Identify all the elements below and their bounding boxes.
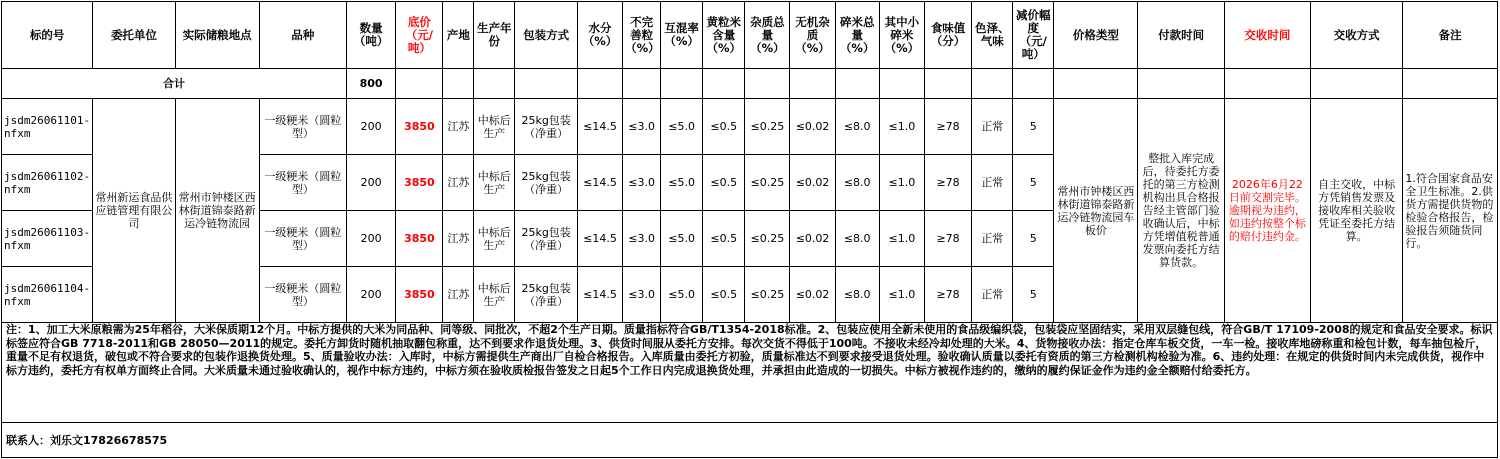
reduction-cell: 5 — [1013, 155, 1054, 211]
price-cell: 3850 — [396, 155, 443, 211]
variety-cell: 一级粳米（圆粒型） — [259, 155, 346, 211]
header-row — [2, 2, 1498, 69]
table-row — [2, 99, 1498, 155]
header-price-type: 价格类型 — [1054, 2, 1138, 69]
header-moisture: 水分（%） — [577, 2, 622, 69]
packaging-cell: 25kg包装（净重） — [515, 155, 578, 211]
price-cell: 3850 — [396, 267, 443, 323]
header-small-broken: 其中小碎米（%） — [879, 2, 924, 69]
header-delivery-method: 交收方式 — [1310, 2, 1402, 69]
mixing-cell: ≤5.0 — [661, 99, 703, 155]
broken-cell: ≤8.0 — [835, 99, 879, 155]
lot-code: jsdm26061102-nfxm — [2, 155, 93, 211]
header-origin: 产地 — [443, 2, 474, 69]
taste-cell: ≥78 — [924, 211, 971, 267]
imperfect-cell: ≤3.0 — [623, 267, 661, 323]
quantity-cell: 200 — [346, 267, 395, 323]
moisture-cell: ≤14.5 — [577, 99, 622, 155]
quantity-cell: 200 — [346, 99, 395, 155]
header-yellow: 黄粒米含量（%） — [703, 2, 745, 69]
delivery-method-cell: 自主交收，中标方凭销售发票及接收库相关验收凭证至委托方结算。 — [1310, 99, 1402, 323]
imperfect-cell: ≤3.0 — [623, 155, 661, 211]
header-quantity: 数量（吨） — [346, 2, 395, 69]
header-taste: 食味值（分） — [924, 2, 971, 69]
lot-code: jsdm26061103-nfxm — [2, 211, 93, 267]
location-cell: 常州市钟楼区西林街道锦泰路新运冷链物流园 — [175, 99, 259, 323]
reduction-cell: 5 — [1013, 99, 1054, 155]
yellow-cell: ≤0.5 — [703, 211, 745, 267]
year-cell: 中标后生产 — [474, 99, 515, 155]
moisture-cell: ≤14.5 — [577, 155, 622, 211]
origin-cell: 江苏 — [443, 155, 474, 211]
origin-cell: 江苏 — [443, 267, 474, 323]
imperfect-cell: ≤3.0 — [623, 99, 661, 155]
header-remarks: 备注 — [1403, 2, 1498, 69]
variety-cell: 一级粳米（圆粒型） — [259, 211, 346, 267]
year-cell: 中标后生产 — [474, 211, 515, 267]
header-imperfect: 不完善粒（%） — [623, 2, 661, 69]
total-row — [2, 69, 1498, 99]
impurity-cell: ≤0.25 — [745, 267, 790, 323]
impurity-cell: ≤0.25 — [745, 211, 790, 267]
header-year: 生产年份 — [474, 2, 515, 69]
price-cell: 3850 — [396, 211, 443, 267]
packaging-cell: 25kg包装（净重） — [515, 99, 578, 155]
color-cell: 正常 — [972, 211, 1013, 267]
broken-cell: ≤8.0 — [835, 211, 879, 267]
taste-cell: ≥78 — [924, 99, 971, 155]
small-broken-cell: ≤1.0 — [879, 99, 924, 155]
mixing-cell: ≤5.0 — [661, 267, 703, 323]
color-cell: 正常 — [972, 267, 1013, 323]
packaging-cell: 25kg包装（净重） — [515, 211, 578, 267]
total-quantity: 800 — [346, 69, 395, 99]
price-cell: 3850 — [396, 99, 443, 155]
lot-code: jsdm26061104-nfxm — [2, 267, 93, 323]
header-broken: 碎米总量（%） — [835, 2, 879, 69]
header-mixing: 互混率（%） — [661, 2, 703, 69]
mixing-cell: ≤5.0 — [661, 211, 703, 267]
taste-cell: ≥78 — [924, 155, 971, 211]
remarks-cell: 1.符合国家食品安全卫生标准。2.供货方需提供货物的检验合格报告，检验报告须随货同行。 — [1403, 99, 1498, 323]
header-variety: 品种 — [259, 2, 346, 69]
header-consignor: 委托单位 — [93, 2, 175, 69]
reduction-cell: 5 — [1013, 267, 1054, 323]
listing-table — [1, 1, 1498, 323]
taste-cell: ≥78 — [924, 267, 971, 323]
price-type-cell: 常州市钟楼区西林街道锦泰路新运冷链物流园车板价 — [1054, 99, 1138, 323]
header-color: 色泽、气味 — [972, 2, 1013, 69]
total-label: 合计 — [2, 69, 347, 99]
small-broken-cell: ≤1.0 — [879, 211, 924, 267]
color-cell: 正常 — [972, 155, 1013, 211]
reduction-cell: 5 — [1013, 211, 1054, 267]
moisture-cell: ≤14.5 — [577, 211, 622, 267]
imperfect-cell: ≤3.0 — [623, 211, 661, 267]
consignor-cell: 常州新运食品供应链管理有限公司 — [93, 99, 175, 323]
mixing-cell: ≤5.0 — [661, 155, 703, 211]
yellow-cell: ≤0.5 — [703, 155, 745, 211]
color-cell: 正常 — [972, 99, 1013, 155]
variety-cell: 一级粳米（圆粒型） — [259, 267, 346, 323]
contact-line: 联系人：刘乐文17826678575 — [1, 423, 1498, 458]
impurity-cell: ≤0.25 — [745, 99, 790, 155]
header-reduction: 减价幅度（元/吨） — [1013, 2, 1054, 69]
header-delivery-time: 交收时间 — [1224, 2, 1310, 69]
header-code: 标的号 — [2, 2, 93, 69]
broken-cell: ≤8.0 — [835, 267, 879, 323]
variety-cell: 一级粳米（圆粒型） — [259, 99, 346, 155]
lot-code: jsdm26061101-nfxm — [2, 99, 93, 155]
origin-cell: 江苏 — [443, 99, 474, 155]
inorganic-cell: ≤0.02 — [790, 155, 835, 211]
small-broken-cell: ≤1.0 — [879, 267, 924, 323]
origin-cell: 江苏 — [443, 211, 474, 267]
broken-cell: ≤8.0 — [835, 155, 879, 211]
year-cell: 中标后生产 — [474, 155, 515, 211]
small-broken-cell: ≤1.0 — [879, 155, 924, 211]
packaging-cell: 25kg包装（净重） — [515, 267, 578, 323]
yellow-cell: ≤0.5 — [703, 99, 745, 155]
header-payment: 付款时间 — [1138, 2, 1224, 69]
quantity-cell: 200 — [346, 155, 395, 211]
header-inorganic: 无机杂质（%） — [790, 2, 835, 69]
impurity-cell: ≤0.25 — [745, 155, 790, 211]
quantity-cell: 200 — [346, 211, 395, 267]
delivery-time-cell: 2026年6月22日前交割完毕。逾期视为违约，如违约按整个标的赔付违约金。 — [1224, 99, 1310, 323]
header-base-price: 底价（元/吨） — [396, 2, 443, 69]
header-location: 实际储粮地点 — [175, 2, 259, 69]
inorganic-cell: ≤0.02 — [790, 99, 835, 155]
year-cell: 中标后生产 — [474, 267, 515, 323]
inorganic-cell: ≤0.02 — [790, 267, 835, 323]
terms-note: 注：1、加工大米原粮需为25年稻谷，大米保质期12个月。中标方提供的大米为同品种、同等级、同批次，不超2个生产日期。质量指标符合GB/T1354-2018标准。2、包装应使用全新未使用的食品级编织袋，包装袋应坚固结实，采用双层缝包线，符合GB/T 17109-2008的规定和食品安全要求。标识标签应符合GB 7718-2011和GB 28050—2011的规定。委托方卸货时随机抽取翻包称重，达不到要求作退货处理。3、供货时间服从委托方安排。每次交货不得低于100吨。不接收未经冷却处理的大米。4、货物接收办法：指定仓库车板交货，一车一检。接收库地磅称重和检包计数，每车抽包检斤，重量不足有权退货，破包或不符合要求的包装作退换货处理。5、质量验收办法：入库时，中标方需提供生产商出厂自检合格报告。入库质量由委托方初验，质量标准达不到要求接受退货处理。验收确认质量以委托有资质的第三方检测机构检验为准。6、违约处理：在规定的供货时间内未完成供货，视作中标方违约，委托方有权单方面终止合同。大米质量未通过验收确认的，视作中标方违约，中标方须在验收质检报告签发之日起5个工作日内完成退换货处理，并承担由此造成的一切损失。中标方被视作违约的，缴纳的履约保证金作为违约金全额赔付给委托方。 — [1, 315, 1498, 423]
yellow-cell: ≤0.5 — [703, 267, 745, 323]
moisture-cell: ≤14.5 — [577, 267, 622, 323]
payment-cell: 整批入库完成后，待委托方委托的第三方检测机构出具合格报告经主管部门验收确认后，中标方凭增值税普通发票向委托方结算货款。 — [1138, 99, 1224, 323]
inorganic-cell: ≤0.02 — [790, 211, 835, 267]
header-packaging: 包装方式 — [515, 2, 578, 69]
header-impurity: 杂质总量（%） — [745, 2, 790, 69]
